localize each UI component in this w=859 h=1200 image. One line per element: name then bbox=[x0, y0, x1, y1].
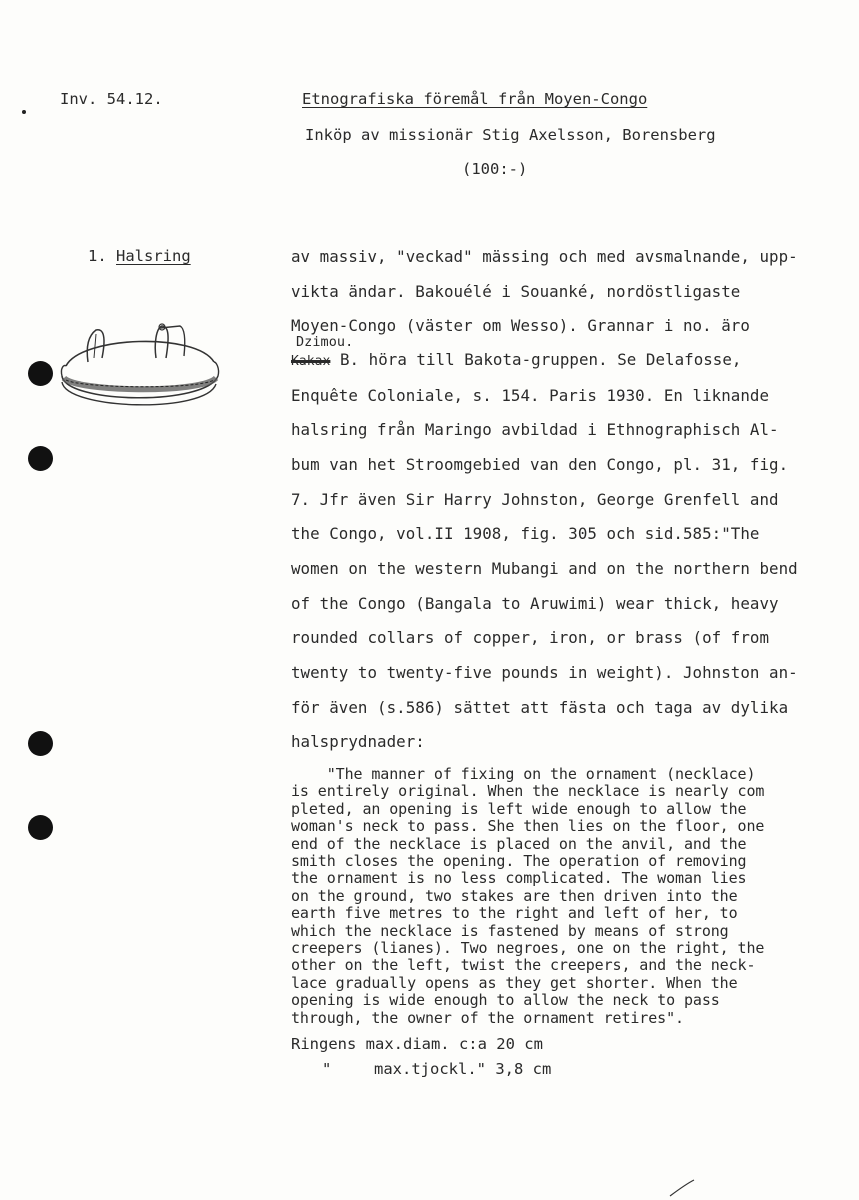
pen-mark bbox=[668, 1178, 698, 1198]
item-name: Halsring bbox=[116, 247, 191, 265]
text-line: the Congo, vol.II 1908, fig. 305 och sid.585:"The bbox=[291, 524, 760, 543]
inventory-number: Inv. 54.12. bbox=[60, 90, 163, 108]
punch-hole bbox=[28, 731, 53, 756]
text-line: Moyen-Congo (väster om Wesso). Grannar i no. äro bbox=[291, 316, 750, 335]
item-number: 1. bbox=[88, 247, 107, 265]
punch-hole bbox=[28, 361, 53, 386]
text-line: halsprydnader: bbox=[291, 732, 425, 751]
speck bbox=[22, 110, 26, 114]
text-line: women on the western Mubangi and on the northern bend bbox=[291, 559, 798, 578]
text-line: av massiv, "veckad" mässing och med avsmalnande, upp- bbox=[291, 247, 798, 266]
text-line: Enquête Coloniale, s. 154. Paris 1930. En liknande bbox=[291, 386, 770, 405]
text-line: rounded collars of copper, iron, or brass (of from bbox=[291, 628, 770, 647]
punch-hole bbox=[28, 446, 53, 471]
document-title: Etnografiska föremål från Moyen-Congo bbox=[302, 90, 648, 108]
text-line-insertion: Dzimou. bbox=[296, 334, 354, 350]
punch-hole bbox=[28, 815, 53, 840]
text-line: halsring från Maringo avbildad i Ethnographisch Al- bbox=[291, 420, 779, 439]
text-line: Kakax B. höra till Bakota-gruppen. Se Delafosse, bbox=[291, 350, 742, 369]
measure-thickness: max.tjockl." 3,8 cm bbox=[374, 1060, 552, 1078]
text-line: twenty to twenty-five pounds in weight). Johnston an- bbox=[291, 663, 798, 682]
ditto-mark: " bbox=[322, 1060, 332, 1078]
text-line: of the Congo (Bangala to Aruwimi) wear thick, heavy bbox=[291, 594, 779, 613]
neck-ring-sketch bbox=[56, 318, 226, 428]
text-line: 7. Jfr även Sir Harry Johnston, George Grenfell and bbox=[291, 490, 779, 509]
item-heading bbox=[88, 247, 191, 265]
struck-word: Kakax bbox=[291, 354, 331, 369]
text-line: för även (s.586) sättet att fästa och taga av dylika bbox=[291, 698, 789, 717]
price: (100:-) bbox=[462, 160, 528, 178]
measure-diameter: Ringens max.diam. c:a 20 cm bbox=[291, 1035, 543, 1053]
text-line: vikta ändar. Bakouélé i Souanké, nordöstligaste bbox=[291, 282, 741, 301]
block-quote: "The manner of fixing on the ornament (necklace) is entirely original. When the necklace is nearly com pleted, an opening is left wide enough to allow the woman's neck to pass. She then lies on the floor, one end of the necklace is placed on the anvil, and the smith closes the opening. The operation of removing the ornament is no less complicated. The woman lies on the ground, two stakes are then driven into the earth five metres to the right and left of her, to which the necklace is fastened by means of strong creepers (lianes). Two negroes, one on the right, the other on the left, twist the creepers, and the neck- lace gradually opens as they get shorter. When the opening is wide enough to allow the neck to pass through, the owner of the ornament retires". bbox=[291, 765, 765, 1027]
text-line: bum van het Stroomgebied van den Congo, pl. 31, fig. bbox=[291, 455, 789, 474]
purchase-note: Inköp av missionär Stig Axelsson, Borensberg bbox=[305, 126, 716, 144]
